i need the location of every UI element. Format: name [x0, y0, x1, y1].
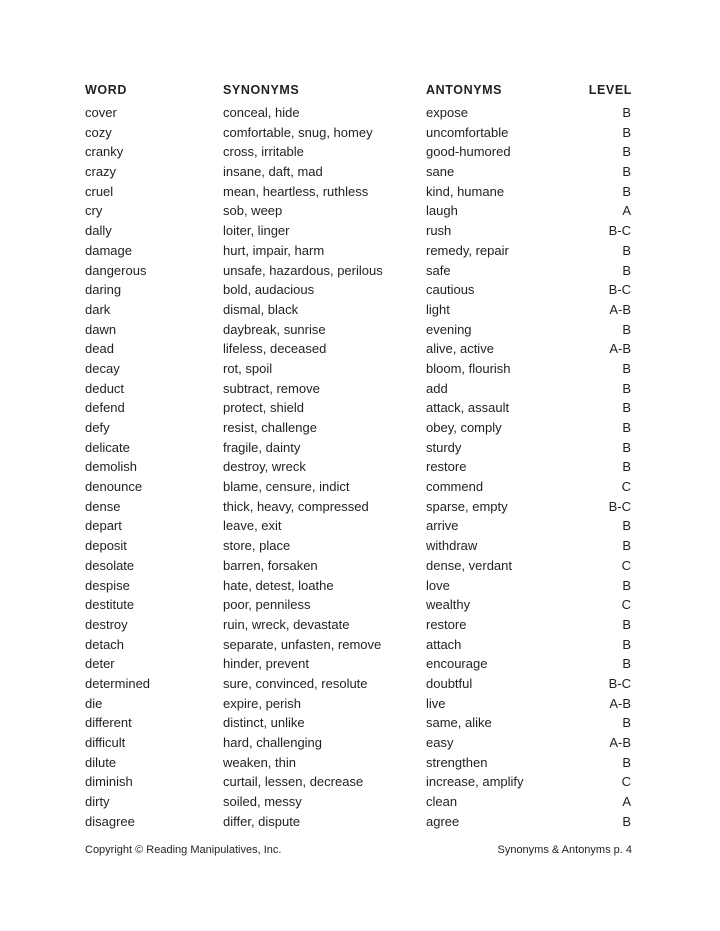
header-level: LEVEL: [588, 83, 632, 97]
word-cell: crazy: [85, 164, 117, 180]
table-row: [0, 398, 720, 418]
synonyms-cell: separate, unfasten, remove: [223, 636, 382, 652]
antonyms-cell: increase, amplify: [426, 774, 524, 790]
word-cell: delicate: [85, 439, 130, 455]
table-row: [0, 359, 720, 379]
table-row: [0, 576, 720, 596]
table-row: [0, 772, 720, 792]
antonyms-cell: sturdy: [426, 439, 462, 455]
synonyms-cell: hurt, impair, harm: [223, 242, 325, 258]
level-cell: B: [622, 459, 631, 475]
word-cell: dally: [85, 223, 112, 239]
synonyms-cell: destroy, wreck: [223, 459, 306, 475]
word-cell: dense: [85, 498, 121, 514]
antonyms-cell: same, alike: [426, 715, 492, 731]
synonyms-cell: rot, spoil: [223, 360, 273, 376]
word-cell: diminish: [85, 774, 133, 790]
word-cell: daring: [85, 282, 122, 298]
level-cell: C: [621, 774, 631, 790]
table-row: [0, 300, 720, 320]
synonyms-cell: weaken, thin: [223, 754, 296, 770]
table-row: [0, 516, 720, 536]
antonyms-cell: good-humored: [426, 144, 511, 160]
synonyms-cell: ruin, wreck, devastate: [223, 616, 350, 632]
level-cell: C: [621, 597, 631, 613]
table-row: [0, 497, 720, 517]
word-cell: die: [85, 695, 103, 711]
level-cell: A: [622, 794, 631, 810]
word-cell: deter: [85, 656, 115, 672]
synonyms-cell: blame, censure, indict: [223, 479, 350, 495]
level-cell: B: [622, 813, 631, 829]
table-row: [0, 201, 720, 221]
word-cell: cranky: [85, 144, 124, 160]
synonyms-cell: lifeless, deceased: [223, 341, 327, 357]
level-cell: A: [622, 203, 631, 219]
synonyms-cell: differ, dispute: [223, 813, 301, 829]
synonyms-cell: comfortable, snug, homey: [223, 124, 373, 140]
antonyms-cell: remedy, repair: [426, 242, 509, 258]
synonyms-cell: loiter, linger: [223, 223, 290, 239]
synonyms-cell: insane, daft, mad: [223, 164, 323, 180]
table-row: [0, 595, 720, 615]
table-row: [0, 162, 720, 182]
antonyms-cell: arrive: [426, 518, 459, 534]
table-row: [0, 556, 720, 576]
synonyms-cell: expire, perish: [223, 695, 302, 711]
synonyms-cell: mean, heartless, ruthless: [223, 183, 369, 199]
word-cell: dead: [85, 341, 114, 357]
antonyms-cell: cautious: [426, 282, 475, 298]
footer-page-label: Synonyms & Antonyms p. 4: [497, 844, 632, 856]
word-cell: cover: [85, 105, 117, 120]
antonyms-cell: live: [426, 695, 446, 711]
antonyms-cell: attack, assault: [426, 400, 510, 416]
synonyms-cell: distinct, unlike: [223, 715, 305, 731]
synonyms-cell: daybreak, sunrise: [223, 321, 326, 337]
antonyms-cell: wealthy: [426, 597, 471, 613]
synonyms-cell: unsafe, hazardous, perilous: [223, 262, 383, 278]
level-cell: B: [622, 636, 631, 652]
table-row: [0, 320, 720, 340]
word-cell: defy: [85, 420, 110, 435]
table-row: [0, 792, 720, 812]
word-cell: difficult: [85, 735, 126, 750]
antonyms-cell: bloom, flourish: [426, 360, 511, 376]
level-cell: B: [622, 656, 631, 672]
table-row: [0, 280, 720, 300]
word-cell: cruel: [85, 183, 114, 199]
level-cell: B: [622, 577, 631, 593]
table-row: [0, 674, 720, 694]
synonyms-cell: sure, convinced, resolute: [223, 675, 368, 691]
word-cell: denounce: [85, 479, 143, 495]
level-cell: B-C: [608, 675, 631, 691]
level-cell: A-B: [609, 301, 631, 317]
word-cell: dilute: [85, 754, 117, 770]
synonyms-cell: thick, heavy, compressed: [223, 498, 369, 514]
table-row: [0, 615, 720, 635]
table-row: [0, 241, 720, 261]
synonyms-cell: curtail, lessen, decrease: [223, 774, 364, 790]
word-cell: different: [85, 715, 132, 731]
footer-copyright: Copyright © Reading Manipulatives, Inc.: [85, 844, 282, 856]
synonyms-cell: hinder, prevent: [223, 656, 310, 672]
word-cell: damage: [85, 242, 132, 258]
word-cell: demolish: [85, 459, 138, 475]
antonyms-cell: alive, active: [426, 341, 494, 357]
word-cell: determined: [85, 675, 151, 691]
header-synonyms: SYNONYMS: [223, 83, 300, 97]
antonyms-cell: rush: [426, 223, 452, 239]
word-cell: dangerous: [85, 262, 147, 278]
word-cell: dark: [85, 301, 111, 317]
table-row: [0, 654, 720, 674]
synonyms-cell: hard, challenging: [223, 735, 323, 750]
antonyms-cell: love: [426, 577, 450, 593]
word-cell: defend: [85, 400, 125, 416]
table-row: [0, 379, 720, 399]
antonyms-cell: safe: [426, 262, 451, 278]
header-word: WORD: [85, 83, 127, 97]
level-cell: B: [622, 439, 631, 455]
table-row: [0, 123, 720, 143]
antonyms-cell: restore: [426, 459, 467, 475]
synonyms-cell: dismal, black: [223, 301, 299, 317]
antonyms-cell: restore: [426, 616, 467, 632]
synonyms-cell: hate, detest, loathe: [223, 577, 334, 593]
level-cell: B: [622, 754, 631, 770]
table-row: [0, 142, 720, 162]
antonyms-cell: obey, comply: [426, 420, 502, 435]
synonyms-cell: leave, exit: [223, 518, 282, 534]
antonyms-cell: strengthen: [426, 754, 488, 770]
antonyms-cell: clean: [426, 794, 458, 810]
word-cell: disagree: [85, 813, 135, 829]
table-row: [0, 103, 720, 123]
antonyms-cell: withdraw: [426, 538, 478, 554]
level-cell: B-C: [608, 282, 631, 298]
synonyms-cell: soiled, messy: [223, 794, 302, 810]
antonyms-cell: kind, humane: [426, 183, 505, 199]
word-cell: destitute: [85, 597, 135, 613]
table-row: [0, 457, 720, 477]
word-cell: detach: [85, 636, 125, 652]
table-row: [0, 812, 720, 832]
word-cell: desolate: [85, 557, 135, 573]
table-row: [0, 536, 720, 556]
table-row: [0, 635, 720, 655]
antonyms-cell: dense, verdant: [426, 557, 513, 573]
level-cell: B: [622, 164, 631, 180]
table-row: [0, 418, 720, 438]
word-cell: decay: [85, 360, 120, 376]
level-cell: B: [622, 321, 631, 337]
antonyms-cell: commend: [426, 479, 484, 495]
table-row: [0, 753, 720, 773]
level-cell: B: [622, 262, 631, 278]
level-cell: B: [622, 518, 631, 534]
word-table: [0, 103, 720, 831]
table-row: [0, 438, 720, 458]
word-cell: cry: [85, 203, 103, 219]
word-cell: deposit: [85, 538, 127, 554]
word-cell: despise: [85, 577, 130, 593]
level-cell: B: [622, 242, 631, 258]
level-cell: B: [622, 360, 631, 376]
level-cell: B-C: [608, 223, 631, 239]
synonyms-cell: store, place: [223, 538, 291, 554]
antonyms-cell: doubtful: [426, 675, 473, 691]
table-row: [0, 182, 720, 202]
level-cell: B: [622, 144, 631, 160]
synonyms-cell: subtract, remove: [223, 380, 320, 396]
synonyms-cell: barren, forsaken: [223, 557, 318, 573]
antonyms-cell: encourage: [426, 656, 488, 672]
level-cell: B: [622, 420, 631, 435]
level-cell: C: [621, 479, 631, 495]
level-cell: B: [622, 380, 631, 396]
antonyms-cell: light: [426, 301, 450, 317]
antonyms-cell: add: [426, 380, 448, 396]
level-cell: B-C: [608, 498, 631, 514]
level-cell: B: [622, 715, 631, 731]
table-row: [0, 733, 720, 753]
word-cell: cozy: [85, 124, 112, 140]
antonyms-cell: expose: [426, 105, 468, 120]
antonyms-cell: sane: [426, 164, 455, 180]
antonyms-cell: agree: [426, 813, 460, 829]
synonyms-cell: resist, challenge: [223, 420, 317, 435]
antonyms-cell: easy: [426, 735, 454, 750]
header-antonyms: ANTONYMS: [426, 83, 503, 97]
synonyms-cell: sob, weep: [223, 203, 283, 219]
antonyms-cell: sparse, empty: [426, 498, 508, 514]
level-cell: B: [622, 124, 631, 140]
table-row: [0, 694, 720, 714]
synonyms-cell: fragile, dainty: [223, 439, 301, 455]
table-row: [0, 221, 720, 241]
level-cell: B: [622, 105, 631, 120]
synonyms-cell: cross, irritable: [223, 144, 304, 160]
table-row: [0, 261, 720, 281]
level-cell: A-B: [609, 341, 631, 357]
word-cell: dawn: [85, 321, 117, 337]
table-row: [0, 713, 720, 733]
word-cell: destroy: [85, 616, 128, 632]
table-row: [0, 477, 720, 497]
antonyms-cell: attach: [426, 636, 462, 652]
synonyms-cell: poor, penniless: [223, 597, 311, 613]
level-cell: B: [622, 616, 631, 632]
level-cell: A-B: [609, 695, 631, 711]
antonyms-cell: evening: [426, 321, 472, 337]
level-cell: B: [622, 183, 631, 199]
level-cell: B: [622, 538, 631, 554]
antonyms-cell: laugh: [426, 203, 458, 219]
word-cell: deduct: [85, 380, 125, 396]
synonyms-cell: bold, audacious: [223, 282, 315, 298]
level-cell: C: [621, 557, 631, 573]
table-row: [0, 339, 720, 359]
synonyms-cell: conceal, hide: [223, 105, 300, 120]
level-cell: B: [622, 400, 631, 416]
level-cell: A-B: [609, 735, 631, 750]
word-cell: depart: [85, 518, 122, 534]
synonyms-cell: protect, shield: [223, 400, 304, 416]
antonyms-cell: uncomfortable: [426, 124, 509, 140]
word-cell: dirty: [85, 794, 110, 810]
